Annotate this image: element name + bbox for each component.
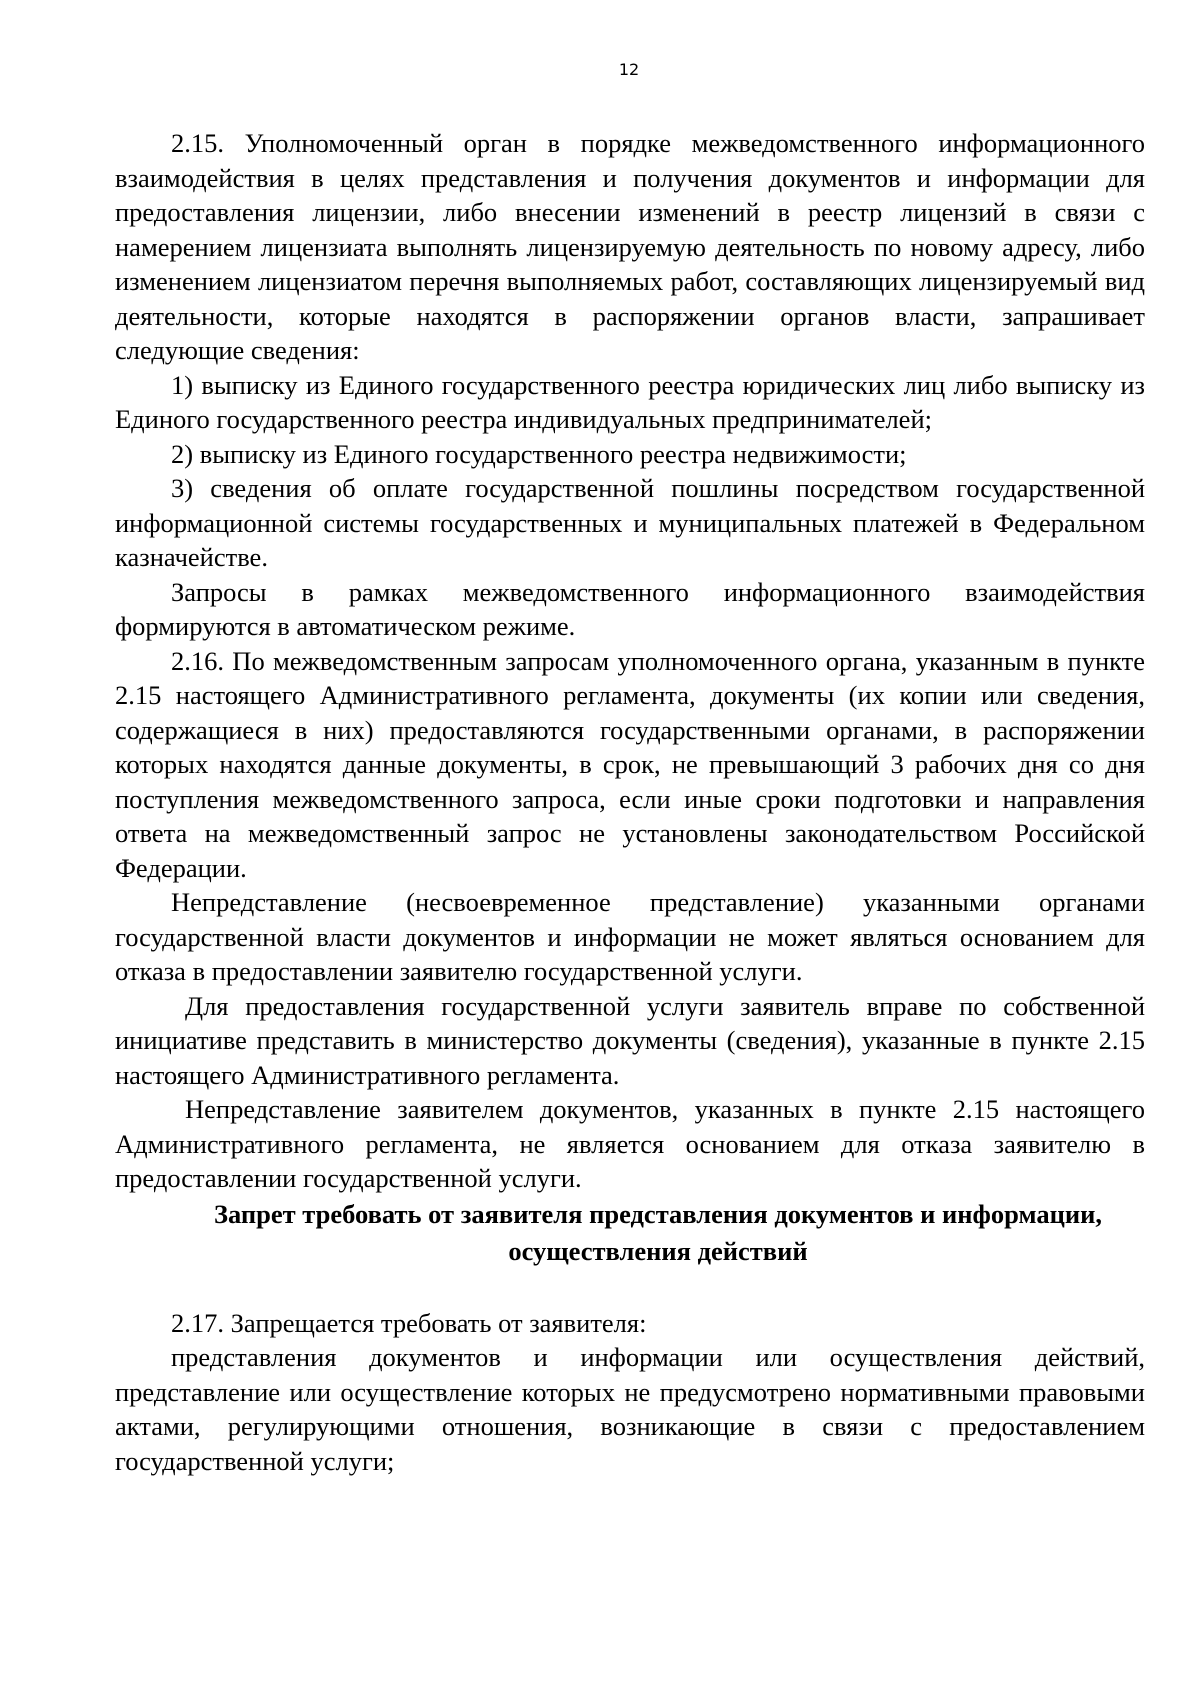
paragraph-own-initiative: Для предоставления государственной услуги заявитель вправе по собственной инициативе представить в министерство документы (сведения), указанные в пункте 2.15 настоящего Административного регламента. <box>115 990 1145 1090</box>
paragraph-2-16: 2.16. По межведомственным запросам уполномоченного органа, указанным в пункте 2.15 настоящего Административного регламента, документы (их копии или сведения, содержащиеся в них) предоставляются государственными органами, в распоряжении которых находятся данные документы, в срок, не превышающий 3 рабочих дня со дня поступления межведомственного запроса, если иные сроки подготовки и направления ответа на межведомственный запрос не установлены законодательством Российской Федерации. <box>115 645 1145 883</box>
paragraph-2-17: 2.17. Запрещается требовать от заявителя: <box>171 1307 647 1338</box>
section-heading <box>115 1196 1145 1270</box>
paragraph-non-submission-applicant: Непредставление заявителем документов, указанных в пункте 2.15 настоящего Административного регламента, не является основанием для отказа заявителю в предоставлении государственной услуги. <box>115 1094 1145 1193</box>
paragraph-requests: Запросы в рамках межведомственного информационного взаимодействия формируются в автоматическом режиме. <box>115 576 1145 641</box>
list-item-2: 2) выписку из Единого государственного реестра недвижимости; <box>171 438 907 469</box>
paragraph-2-15: 2.15. Уполномоченный орган в порядке межведомственного информационного взаимодействия в целях представления и получения документов и информации для предоставления лицензии, либо внесении изменений в реестр лицензий в связи с намерением лицензиата выполнять лицензируемую деятельность по новому адресу, либо изменением лицензиатом перечня выполняемых работ, составляющих лицензируемый вид деятельности, которые находятся в распоряжении органов власти, запрашивает следующие сведения: <box>115 128 1145 365</box>
section-heading-line-1: Запрет требовать от заявителя представления документов и информации, <box>213 1198 1103 1229</box>
list-item-3: 3) сведения об оплате государственной пошлины посредством государственной информационной системы государственных и муниципальных платежей в Федеральном казначействе. <box>115 473 1145 572</box>
list-item-1: 1) выписку из Единого государственного реестра юридических лиц либо выписку из Единого государственного реестра индивидуальных предпринимателей; <box>115 369 1145 434</box>
document-body <box>115 126 1145 1478</box>
paragraph-prohibition-item: представления документов и информации или осуществления действий, представление или осуществление которых не предусмотрено нормативными правовыми актами, регулирующими отношения, возникающие в связи с предоставлением государственной услуги; <box>115 1342 1145 1476</box>
page-number: 12 <box>618 60 640 79</box>
paragraph-non-submission-authorities: Непредставление (несвоевременное представление) указанными органами государственной власти документов и информации не может являться основанием для отказа в предоставлении заявителю государственной услуги. <box>115 887 1145 986</box>
section-heading-line-2: осуществления действий <box>508 1235 808 1266</box>
